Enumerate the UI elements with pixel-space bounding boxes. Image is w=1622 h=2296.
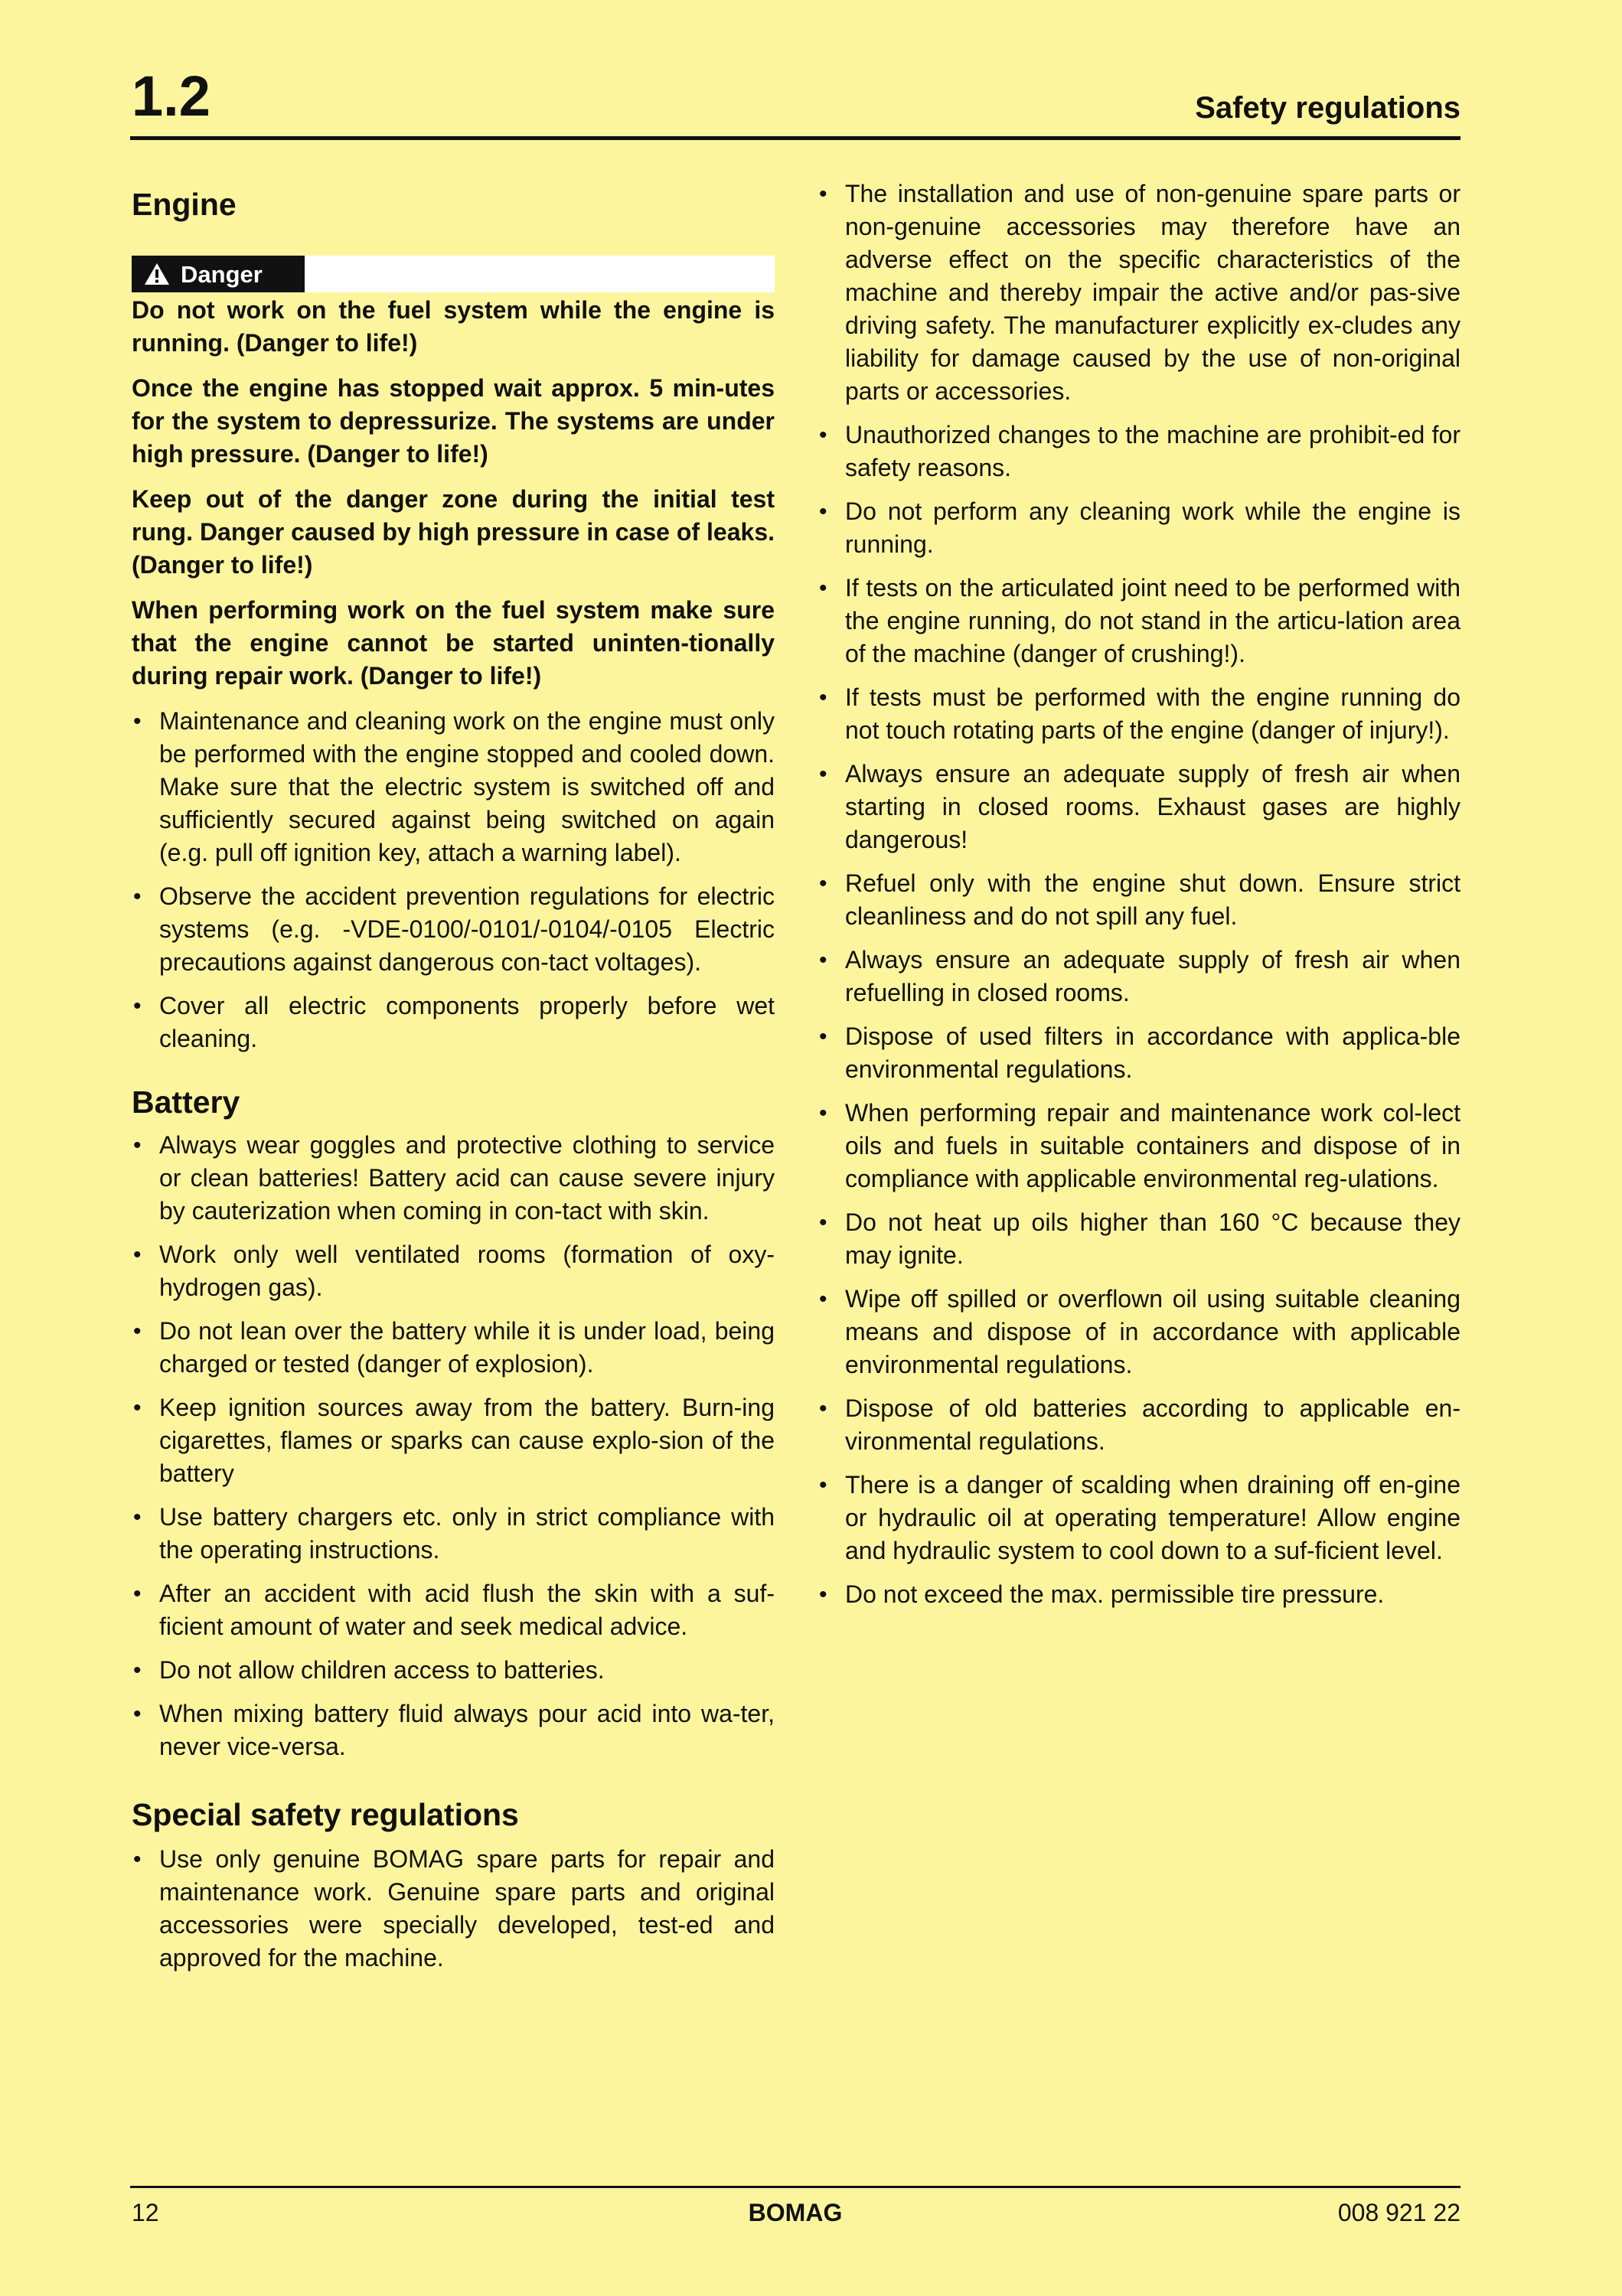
bullet-icon: •	[133, 1581, 142, 1606]
list-item: • Use only genuine BOMAG spare parts for repair and maintenance work. Genuine spare parts and original accessories were specially developed, test-ed and approved for the machine.	[132, 1843, 775, 1975]
page-header	[130, 63, 1460, 140]
page-footer	[130, 2186, 1460, 2226]
right-bullet-list	[818, 178, 1460, 1611]
bullet-icon: •	[133, 1701, 142, 1727]
bullet-icon: •	[819, 1396, 827, 1421]
bullet-icon: •	[819, 1024, 827, 1049]
bullet-icon: •	[819, 1210, 827, 1235]
left-column	[132, 178, 775, 1985]
bullet-icon: •	[819, 181, 827, 207]
list-item: • The installation and use of non-genuine spare parts or non-genuine accessories may therefore have an adverse effect on the specific characteristics of the machine and thereby impair the active and/or pas-sive driving safety. The manufacturer explicitly ex-cludes any liability for damage caused by the use of non-original parts or accessories.	[818, 178, 1460, 408]
battery-bullet-list	[132, 1129, 775, 1763]
list-item: • Keep ignition sources away from the battery. Burn-ing cigarettes, flames or sparks can cause explo-sion of the battery	[132, 1391, 775, 1490]
bullet-icon: •	[819, 871, 827, 896]
list-item: • If tests on the articulated joint need to be performed with the engine running, do not stand in the articu-lation area of the machine (danger of crushing!).	[818, 572, 1460, 670]
bullet-icon: •	[133, 1133, 142, 1158]
bullet-icon: •	[133, 993, 142, 1019]
bullet-icon: •	[819, 576, 827, 601]
list-item: • Do not heat up oils higher than 160 °C because they may ignite.	[818, 1206, 1460, 1272]
list-item: • Cover all electric components properly before wet cleaning.	[132, 990, 775, 1055]
list-item: • Dispose of used filters in accordance with applica-ble environmental regulations.	[818, 1020, 1460, 1086]
bullet-icon: •	[819, 762, 827, 787]
section-number: 1.2	[132, 64, 211, 128]
bullet-icon: •	[133, 884, 142, 909]
danger-warning: Keep out of the danger zone during the initial test rung. Danger caused by high pressure in case of leaks. (Danger to life!)	[132, 485, 775, 579]
list-item: • Use battery chargers etc. only in strict compliance with the operating instructions.	[132, 1501, 775, 1567]
list-item: • Do not allow children access to batteries.	[132, 1654, 775, 1687]
bullet-icon: •	[133, 1242, 142, 1267]
engine-heading: Engine	[132, 187, 237, 222]
list-item: • Do not perform any cleaning work while the engine is running.	[818, 495, 1460, 561]
right-column	[818, 178, 1460, 1622]
list-item: • Always wear goggles and protective clothing to service or clean batteries! Battery acid can cause severe injury by cauterization when coming in con-tact with skin.	[132, 1129, 775, 1228]
bullet-icon: •	[819, 685, 827, 710]
bullet-icon: •	[819, 1287, 827, 1312]
list-item: • Dispose of old batteries according to applicable en-vironmental regulations.	[818, 1392, 1460, 1458]
list-item: • When performing repair and maintenance work col-lect oils and fuels in suitable containers and dispose of in compliance with applicable environmental reg-ulations.	[818, 1097, 1460, 1195]
bullet-icon: •	[819, 422, 827, 448]
list-item: • After an accident with acid flush the skin with a suf-ficient amount of water and seek medical advice.	[132, 1577, 775, 1643]
special-bullet-list	[132, 1843, 775, 1975]
list-item: • Do not lean over the battery while it is under load, being charged or tested (danger of explosion).	[132, 1315, 775, 1381]
list-item: • Unauthorized changes to the machine are prohibit-ed for safety reasons.	[818, 419, 1460, 484]
bullet-icon: •	[133, 1319, 142, 1344]
list-item: • Observe the accident prevention regulations for electric systems (e.g. -VDE-0100/-0101/-0104/-0105 Electric precautions against dangerous con-tact voltages).	[132, 880, 775, 979]
danger-bar	[132, 256, 775, 292]
bullet-icon: •	[133, 1395, 142, 1420]
battery-heading: Battery	[132, 1084, 240, 1120]
danger-text: Danger	[181, 260, 263, 288]
header-title: Safety regulations	[1195, 91, 1460, 125]
warning-triangle-icon	[144, 263, 170, 285]
list-item: • There is a danger of scalding when draining off en-gine or hydraulic oil at operating temperature! Allow engine and hydraulic system to cool down to a suf-ficient level.	[818, 1469, 1460, 1567]
bullet-icon: •	[819, 1582, 827, 1607]
bullet-icon: •	[819, 1101, 827, 1126]
list-item: • Do not exceed the max. permissible tire pressure.	[818, 1578, 1460, 1611]
list-item: • Refuel only with the engine shut down. Ensure strict cleanliness and do not spill any fuel.	[818, 867, 1460, 933]
bullet-icon: •	[133, 1847, 142, 1872]
list-item: • If tests must be performed with the engine running do not touch rotating parts of the engine (danger of injury!).	[818, 681, 1460, 747]
special-safety-heading: Special safety regulations	[132, 1797, 519, 1832]
danger-warning: Once the engine has stopped wait approx. 5 min-utes for the system to depressurize. The systems are under high pressure. (Danger to life!)	[132, 374, 775, 468]
bullet-icon: •	[819, 1473, 827, 1498]
list-item: • Maintenance and cleaning work on the engine must only be performed with the engine stopped and cooled down. Make sure that the electric system is switched off and sufficiently secured against being switched on again (e.g. pull off ignition key, attach a warning label).	[132, 705, 775, 869]
list-item: • Wipe off spilled or overflown oil using suitable cleaning means and dispose of in accordance with applicable environmental regulations.	[818, 1283, 1460, 1381]
document-number: 008 921 22	[1337, 2199, 1460, 2226]
bullet-icon: •	[133, 1658, 142, 1683]
page-number: 12	[132, 2199, 159, 2226]
list-item: • Always ensure an adequate supply of fresh air when refuelling in closed rooms.	[818, 944, 1460, 1009]
bullet-icon: •	[133, 1505, 142, 1530]
bullet-icon: •	[133, 709, 142, 734]
list-item: • Always ensure an adequate supply of fresh air when starting in closed rooms. Exhaust gases are highly dangerous!	[818, 758, 1460, 856]
danger-label	[132, 256, 305, 292]
list-item: • Work only well ventilated rooms (formation of oxy-hydrogen gas).	[132, 1238, 775, 1304]
engine-bullet-list	[132, 705, 775, 1055]
danger-warning: Do not work on the fuel system while the engine is running. (Danger to life!)	[132, 296, 775, 357]
danger-warning: When performing work on the fuel system make sure that the engine cannot be started uninten-tionally during repair work. (Danger to life!)	[132, 596, 775, 690]
bullet-icon: •	[819, 499, 827, 524]
bullet-icon: •	[819, 947, 827, 973]
list-item: • When mixing battery fluid always pour acid into wa-ter, never vice-versa.	[132, 1698, 775, 1763]
footer-brand: BOMAG	[748, 2199, 843, 2226]
